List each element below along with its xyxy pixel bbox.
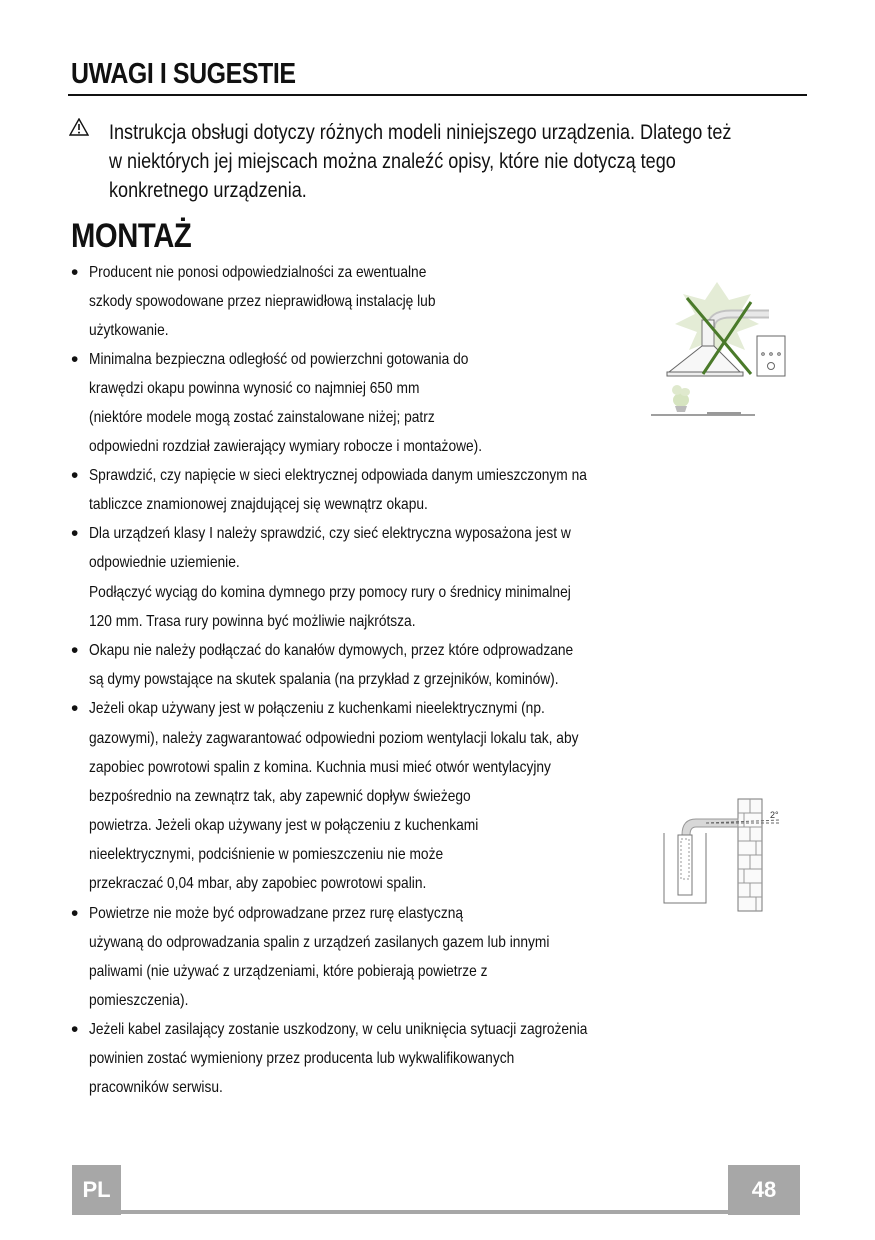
bullet-marker: • bbox=[71, 464, 79, 487]
install-line: Jeżeli okap używany jest w połączeniu z kuchenkami nieelektrycznymi (np. bbox=[89, 700, 545, 717]
section-heading-install: MONTAŻ bbox=[71, 217, 192, 255]
install-line: tabliczce znamionowej znajdującej się wewnątrz okapu. bbox=[89, 496, 428, 513]
install-line: powietrza. Jeżeli okap używany jest w połączeniu z kuchenkami bbox=[89, 817, 479, 834]
install-line: nieelektrycznymi, podciśnienie w pomieszczeniu nie może bbox=[89, 846, 444, 863]
install-line: odpowiednie uziemienie. bbox=[89, 554, 240, 571]
note-text bbox=[109, 118, 763, 205]
hood-installation-illustration bbox=[647, 278, 787, 422]
page-number: 48 bbox=[728, 1165, 800, 1215]
install-line: 120 mm. Trasa rury powinna być możliwie najkrótsza. bbox=[89, 613, 416, 630]
duct-slope-illustration bbox=[656, 797, 788, 913]
note-line: konkretnego urządzenia. bbox=[109, 179, 307, 202]
install-line: zapobiec powrotowi spalin z komina. Kuchnia musi mieć otwór wentylacyjny bbox=[89, 759, 551, 776]
install-line: Okapu nie należy podłączać do kanałów dymowych, przez które odprowadzane bbox=[89, 642, 574, 659]
install-line: Podłączyć wyciąg do komina dymnego przy pomocy rury o średnicy minimalnej bbox=[89, 584, 571, 601]
install-line: Sprawdzić, czy napięcie w sieci elektrycznej odpowiada danym umieszczonym na bbox=[89, 467, 587, 484]
bullet-marker: • bbox=[71, 902, 79, 925]
install-line: (niektóre modele mogą zostać zainstalowane niżej; patrz bbox=[89, 409, 435, 426]
install-line: pomieszczenia). bbox=[89, 992, 189, 1009]
bullet-marker: • bbox=[71, 522, 79, 545]
note-line: Instrukcja obsługi dotyczy różnych modeli niniejszego urządzenia. Dlatego też bbox=[109, 121, 732, 144]
install-line: paliwami (nie używać z urządzeniami, które pobierają powietrze z bbox=[89, 963, 488, 980]
install-line: Producent nie ponosi odpowiedzialności za ewentualne bbox=[89, 264, 427, 281]
install-line: szkody spowodowane przez nieprawidłową instalację lub bbox=[89, 293, 436, 310]
install-line: używaną do odprowadzania spalin z urządzeń zasilanych gazem lub innymi bbox=[89, 934, 550, 951]
install-line: powinien zostać wymieniony przez producenta lub wykwalifikowanych bbox=[89, 1050, 515, 1067]
install-line: bezpośrednio na zewnątrz tak, aby zapewnić dopływ świeżego bbox=[89, 788, 471, 805]
warning-icon bbox=[69, 118, 89, 136]
install-line: Dla urządzeń klasy I należy sprawdzić, czy sieć elektryczna wyposażona jest w bbox=[89, 525, 571, 542]
install-line: Jeżeli kabel zasilający zostanie uszkodzony, w celu uniknięcia sytuacji zagrożenia bbox=[89, 1021, 588, 1038]
install-line: są dymy powstające na skutek spalania (na przykład z grzejników, kominów). bbox=[89, 671, 559, 688]
install-line: odpowiedni rozdział zawierający wymiary robocze i montażowe). bbox=[89, 438, 483, 455]
install-line: krawędzi okapu powinna wynosić co najmniej 650 mm bbox=[89, 380, 420, 397]
footer-rule bbox=[121, 1210, 728, 1214]
bullet-marker: • bbox=[71, 639, 79, 662]
bullet-marker: • bbox=[71, 348, 79, 371]
heading-rule bbox=[68, 94, 807, 96]
install-line: użytkowanie. bbox=[89, 322, 169, 339]
install-line: pracowników serwisu. bbox=[89, 1079, 223, 1096]
install-line: gazowymi), należy zagwarantować odpowiedni poziom wentylacji lokalu tak, aby bbox=[89, 730, 579, 747]
section-heading-notes: UWAGI I SUGESTIE bbox=[71, 58, 296, 90]
install-line: przekraczać 0,04 mbar, aby zapobiec powrotowi spalin. bbox=[89, 875, 427, 892]
install-line: Powietrze nie może być odprowadzane przez rurę elastyczną bbox=[89, 905, 464, 922]
note-line: w niektórych jej miejscach można znaleźć opisy, które nie dotyczą tego bbox=[109, 150, 676, 173]
bullet-marker: • bbox=[71, 697, 79, 720]
bullet-marker: • bbox=[71, 1018, 79, 1041]
bullet-marker: • bbox=[71, 261, 79, 284]
slope-angle-label: 2° bbox=[770, 810, 779, 820]
footer-language-tab: PL bbox=[72, 1165, 121, 1215]
install-line: Minimalna bezpieczna odległość od powierzchni gotowania do bbox=[89, 351, 469, 368]
